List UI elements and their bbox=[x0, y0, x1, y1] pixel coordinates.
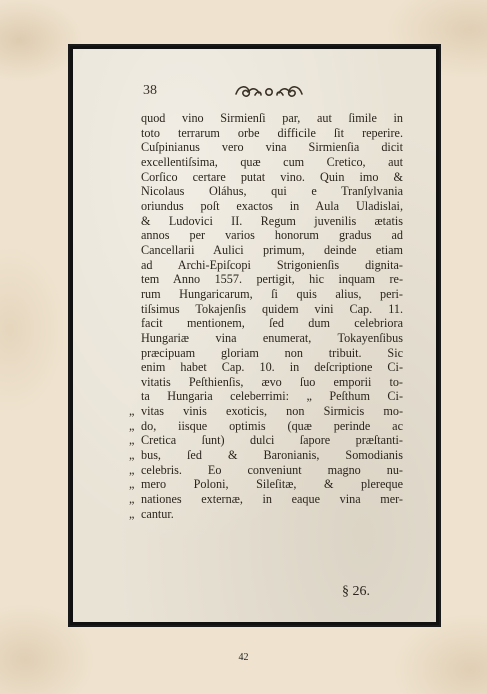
text-line-content: Corſico certare putat vino. Quin imo & bbox=[141, 169, 403, 184]
text-line bbox=[141, 199, 403, 214]
text-line bbox=[141, 389, 403, 404]
text-line bbox=[141, 316, 403, 331]
text-line-content: Hungariæ vina enumerat, Tokayenſibus bbox=[141, 330, 403, 345]
text-line: „ do, iisque optimis (quæ perinde ac bbox=[129, 418, 403, 433]
running-header bbox=[143, 83, 373, 103]
text-line: „ bus, ſed & Baronianis, Somodianis bbox=[129, 448, 403, 463]
text-line bbox=[141, 228, 403, 243]
text-line bbox=[141, 184, 403, 199]
text-line: „ mero Poloni, Sileſitæ, & plereque bbox=[129, 477, 403, 492]
text-line-content: Cretica ſunt) dulci ſapore præſtanti- bbox=[141, 433, 403, 448]
text-line-content: ta Hungaria celeberrimi: „ Peſthum Ci- bbox=[141, 389, 403, 404]
ornament-icon bbox=[233, 81, 305, 105]
text-line-content: ad Archi-Epiſcopi Strigonienſis dignita- bbox=[141, 257, 403, 272]
text-line bbox=[141, 272, 403, 287]
folio-number: 42 bbox=[238, 652, 249, 663]
text-line bbox=[141, 360, 403, 375]
text-line-content: oriundus poſt exactos in Aula Uladislai, bbox=[141, 198, 403, 213]
text-line-content: Cancellarii Aulici primum, deinde etiam bbox=[141, 242, 403, 257]
text-line bbox=[141, 375, 403, 390]
text-line-content: nationes externæ, in eaque vina mer- bbox=[141, 492, 403, 507]
text-line-content: præcipuam gloriam non tribuit. Sic bbox=[141, 345, 403, 360]
text-line-content: toto terrarum orbe difficile ſit reperire. bbox=[141, 125, 403, 140]
text-line-content: facit mentionem, ſed dum celebriora bbox=[141, 316, 403, 331]
text-line-content: enim habet Cap. 10. in deſcriptione Ci- bbox=[141, 360, 403, 375]
text-line: „ Cretica ſunt) dulci ſapore præſtanti- bbox=[129, 433, 403, 448]
text-line bbox=[141, 258, 403, 273]
text-line-content: celebris. Eo conveniunt magno nu- bbox=[141, 462, 403, 477]
text-line-content: bus, ſed & Baronianis, Somodianis bbox=[141, 448, 403, 463]
text-line-content: quod vino Sirmienſi par, aut ſimile in bbox=[141, 111, 403, 125]
text-line-content: Nicolaus Oláhus, qui e Tranſylvania bbox=[141, 184, 403, 199]
text-line-content: tem Anno 1557. pertigit, hic inquam re- bbox=[141, 272, 403, 287]
text-line-content: tiſsimus Tokajenſis quidem vini Cap. 11. bbox=[141, 301, 403, 316]
text-line-content: vitas vinis exoticis, non Sirmicis mo- bbox=[141, 404, 403, 419]
text-line bbox=[141, 214, 403, 229]
text-line: „ vitas vinis exoticis, non Sirmicis mo- bbox=[129, 404, 403, 419]
text-line-content: rum Hungaricarum, ſi quis alius, peri- bbox=[141, 286, 403, 301]
text-line: „ nationes externæ, in eaque vina mer- bbox=[129, 492, 403, 507]
text-line-content: cantur. bbox=[141, 506, 174, 521]
text-line-content: mero Poloni, Sileſitæ, & plereque bbox=[141, 477, 403, 492]
text-line-content: vitatis Peſthienſis, ævo ſuo emporii to- bbox=[141, 374, 403, 389]
page-number: 38 bbox=[143, 83, 157, 98]
scan-frame bbox=[68, 44, 441, 627]
text-line-content: do, iisque optimis (quæ perinde ac bbox=[141, 418, 403, 433]
text-line-content: Cuſpinianus vero vina Sirmienſia dicit bbox=[141, 140, 403, 155]
text-line: „ cantur. bbox=[129, 506, 174, 521]
text-line bbox=[141, 111, 403, 126]
catchword: § 26. bbox=[342, 584, 370, 599]
book-page bbox=[73, 49, 436, 622]
text-line-content: & Ludovici II. Regum juvenilis ætatis bbox=[141, 213, 403, 228]
text-line bbox=[141, 287, 403, 302]
text-line bbox=[141, 140, 403, 155]
text-line-content: excellentiſsima, quæ cum Cretico, aut bbox=[141, 154, 403, 169]
body-text bbox=[129, 111, 403, 521]
text-line bbox=[141, 302, 403, 317]
text-line bbox=[141, 126, 403, 141]
text-line bbox=[141, 346, 403, 361]
text-line bbox=[141, 155, 403, 170]
text-line bbox=[141, 331, 403, 346]
text-line: „ celebris. Eo conveniunt magno nu- bbox=[129, 462, 403, 477]
text-line bbox=[141, 243, 403, 258]
text-line-content: annos per varios honorum gradus ad bbox=[141, 228, 403, 243]
text-line bbox=[141, 170, 403, 185]
